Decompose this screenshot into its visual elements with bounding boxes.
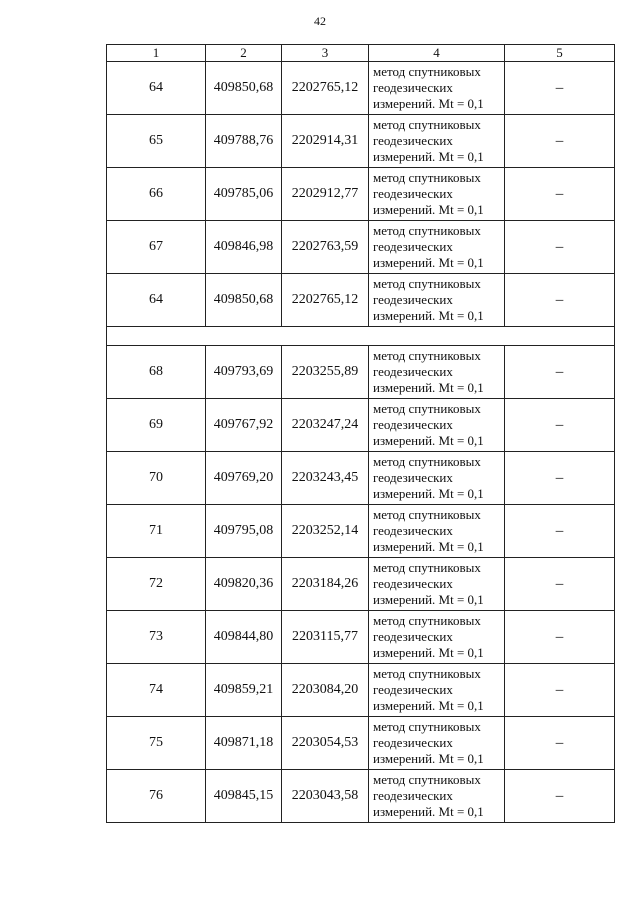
cell-note: – [505,505,615,558]
cell-coordinate-y: 2202912,77 [282,168,369,221]
method-line: геодезических [373,523,453,538]
cell-coordinate-x: 409820,36 [206,558,282,611]
method-line: измерений. Mt = 0,1 [373,645,484,660]
cell-note: – [505,558,615,611]
cell-point-number: 76 [107,770,206,823]
cell-coordinate-x: 409850,68 [206,62,282,115]
table-row [107,770,615,823]
table-row [107,505,615,558]
method-line: метод спутниковых [373,560,481,575]
cell-coordinate-y: 2202765,12 [282,274,369,327]
table-row [107,611,615,664]
cell-coordinate-y: 2203043,58 [282,770,369,823]
cell-point-number: 73 [107,611,206,664]
cell-method [369,115,505,168]
cell-method [369,611,505,664]
coordinates-table [106,44,615,823]
cell-coordinate-x: 409793,69 [206,346,282,399]
cell-coordinate-y: 2203115,77 [282,611,369,664]
cell-coordinate-x: 409846,98 [206,221,282,274]
header-col-3: 3 [282,45,369,62]
method-line: измерений. Mt = 0,1 [373,751,484,766]
cell-method [369,221,505,274]
cell-method [369,717,505,770]
method-line: геодезических [373,239,453,254]
method-line: метод спутниковых [373,170,481,185]
method-line: измерений. Mt = 0,1 [373,308,484,323]
cell-coordinate-x: 409788,76 [206,115,282,168]
method-line: метод спутниковых [373,666,481,681]
method-line: измерений. Mt = 0,1 [373,149,484,164]
cell-coordinate-y: 2203247,24 [282,399,369,452]
cell-method [369,168,505,221]
cell-note: – [505,611,615,664]
cell-coordinate-y: 2203255,89 [282,346,369,399]
header-col-1: 1 [107,45,206,62]
header-col-2: 2 [206,45,282,62]
cell-note: – [505,62,615,115]
method-line: измерений. Mt = 0,1 [373,96,484,111]
cell-note: – [505,399,615,452]
method-line: метод спутниковых [373,719,481,734]
table-row [107,558,615,611]
method-line: измерений. Mt = 0,1 [373,255,484,270]
cell-coordinate-y: 2203184,26 [282,558,369,611]
table-row [107,115,615,168]
cell-note: – [505,346,615,399]
table-row [107,221,615,274]
table-row [107,346,615,399]
table-row [107,274,615,327]
cell-coordinate-y: 2202763,59 [282,221,369,274]
cell-note: – [505,717,615,770]
cell-coordinate-y: 2203084,20 [282,664,369,717]
method-line: метод спутниковых [373,276,481,291]
page-number: 42 [314,14,326,28]
cell-point-number: 66 [107,168,206,221]
method-line: геодезических [373,470,453,485]
cell-note: – [505,770,615,823]
cell-note: – [505,452,615,505]
cell-coordinate-y: 2203243,45 [282,452,369,505]
method-line: геодезических [373,788,453,803]
cell-coordinate-y: 2202765,12 [282,62,369,115]
method-line: метод спутниковых [373,454,481,469]
method-line: измерений. Mt = 0,1 [373,592,484,607]
cell-method [369,770,505,823]
cell-coordinate-x: 409871,18 [206,717,282,770]
separator-cell [107,327,615,346]
method-line: измерений. Mt = 0,1 [373,380,484,395]
method-line: геодезических [373,576,453,591]
cell-point-number: 69 [107,399,206,452]
table-body [107,62,615,823]
cell-method [369,664,505,717]
method-line: геодезических [373,292,453,307]
method-line: метод спутниковых [373,223,481,238]
method-line: геодезических [373,417,453,432]
method-line: метод спутниковых [373,117,481,132]
cell-point-number: 75 [107,717,206,770]
cell-point-number: 68 [107,346,206,399]
cell-method [369,346,505,399]
method-line: геодезических [373,629,453,644]
table-row [107,62,615,115]
method-line: метод спутниковых [373,613,481,628]
method-line: измерений. Mt = 0,1 [373,804,484,819]
cell-method [369,274,505,327]
method-line: измерений. Mt = 0,1 [373,486,484,501]
method-line: метод спутниковых [373,772,481,787]
cell-method [369,399,505,452]
method-line: геодезических [373,735,453,750]
table-row [107,399,615,452]
cell-point-number: 72 [107,558,206,611]
table-row [107,717,615,770]
method-line: геодезических [373,133,453,148]
cell-coordinate-y: 2203252,14 [282,505,369,558]
cell-coordinate-x: 409767,92 [206,399,282,452]
cell-coordinate-x: 409785,06 [206,168,282,221]
header-col-5: 5 [505,45,615,62]
cell-coordinate-x: 409844,80 [206,611,282,664]
cell-note: – [505,664,615,717]
cell-note: – [505,115,615,168]
cell-coordinate-x: 409850,68 [206,274,282,327]
method-line: геодезических [373,186,453,201]
method-line: геодезических [373,80,453,95]
cell-point-number: 74 [107,664,206,717]
method-line: измерений. Mt = 0,1 [373,433,484,448]
header-row [107,45,615,62]
cell-note: – [505,221,615,274]
cell-point-number: 64 [107,274,206,327]
table-row [107,452,615,505]
table-row [107,664,615,717]
cell-point-number: 67 [107,221,206,274]
cell-coordinate-x: 409859,21 [206,664,282,717]
cell-point-number: 65 [107,115,206,168]
cell-coordinate-x: 409769,20 [206,452,282,505]
cell-coordinate-y: 2202914,31 [282,115,369,168]
cell-coordinate-x: 409845,15 [206,770,282,823]
method-line: метод спутниковых [373,348,481,363]
cell-method [369,62,505,115]
cell-method [369,452,505,505]
method-line: геодезических [373,364,453,379]
header-col-4: 4 [369,45,505,62]
method-line: измерений. Mt = 0,1 [373,539,484,554]
cell-method [369,558,505,611]
method-line: геодезических [373,682,453,697]
method-line: измерений. Mt = 0,1 [373,202,484,217]
table-row [107,168,615,221]
method-line: измерений. Mt = 0,1 [373,698,484,713]
separator-row [107,327,615,346]
cell-note: – [505,168,615,221]
cell-coordinate-x: 409795,08 [206,505,282,558]
cell-note: – [505,274,615,327]
method-line: метод спутниковых [373,507,481,522]
cell-method [369,505,505,558]
cell-point-number: 70 [107,452,206,505]
cell-point-number: 71 [107,505,206,558]
method-line: метод спутниковых [373,64,481,79]
cell-coordinate-y: 2203054,53 [282,717,369,770]
cell-point-number: 64 [107,62,206,115]
method-line: метод спутниковых [373,401,481,416]
